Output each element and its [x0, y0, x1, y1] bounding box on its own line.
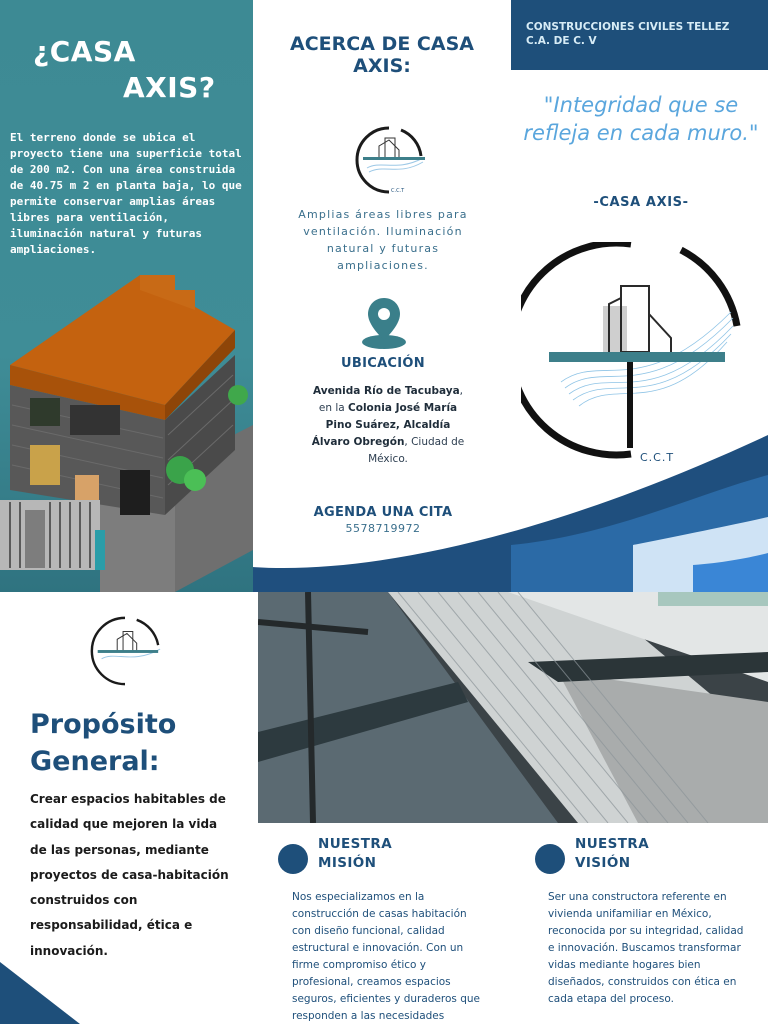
title-line-2: AXIS? — [123, 71, 216, 104]
slogan-quote: "Integridad que se refleja en cada muro." — [523, 93, 759, 145]
project-description: El terreno donde se ubica el proyecto tiene una superficie total de 200 m2. Con una área construida de 40.75 m 2 en planta baja, lo que permite conservar amplias áreas libres para ventilación, iluminación natural y futuras ampliaciones. — [10, 131, 242, 256]
title-line-1: ¿CASA — [33, 35, 136, 68]
about-description: Amplias áreas libres para ventilación. Iluminación natural y futuras ampliaciones. — [298, 208, 468, 272]
address-connector: , en la — [318, 385, 464, 414]
purpose-title-line-2: General: — [30, 746, 160, 777]
wave-decoration — [253, 395, 768, 595]
casa-axis-panel — [0, 0, 253, 592]
architecture-photo — [258, 592, 768, 823]
purpose-text: Crear espacios habitables de calidad que mejoren la vida de las personas, mediante proyectos de casa-habitación construidos con responsabilidad, ética e innovación. — [30, 792, 229, 958]
mission-title-line-2: MISIÓN — [318, 855, 377, 871]
address-city: , Ciudad de México. — [368, 436, 465, 465]
house-rendering — [0, 270, 253, 592]
vision-title-line-1: NUESTRA — [575, 836, 650, 852]
vision-title — [575, 835, 649, 873]
address-street: Avenida Río de Tacubaya — [312, 385, 460, 397]
company-name: CONSTRUCCIONES CIVILES TELLEZ C.A. DE C. V — [526, 21, 730, 47]
mission-text: Nos especializamos en la construcción de casas habitación con diseño funcional, calidad estructural e innovación. Con un firme compromiso ético y profesional, creamos espacios seguros, eficientes y duraderos que responden a las necesidades — [292, 891, 481, 1022]
slogan-signature: -CASA AXIS- — [593, 195, 689, 210]
purpose-panel — [0, 592, 258, 1024]
purpose-title-line-1: Propósito — [30, 709, 177, 740]
phone-number[interactable]: 5578719972 — [345, 522, 421, 535]
company-logo — [349, 120, 429, 200]
mission-section — [258, 823, 513, 1024]
address-colonia: Colonia José María Pino Suárez, Alcaldía Álvaro Obregón — [311, 402, 458, 448]
location-heading: UBICACIÓN — [341, 356, 425, 371]
vision-title-line-2: VISIÓN — [575, 855, 631, 871]
company-logo-mini — [86, 612, 164, 690]
company-header — [511, 0, 768, 70]
mission-bullet-icon — [278, 844, 308, 874]
vision-section — [513, 823, 768, 1024]
mission-title — [318, 835, 392, 873]
logo-small-text: C.C.T — [391, 188, 405, 194]
vision-text: Ser una constructora referente en vivienda unifamiliar en México, reconocida por su integridad, calidad e innovación. Buscamos transformar vidas mediante hogares bien diseñados, construidos con ética en cada etapa del proceso. — [548, 891, 744, 1005]
mission-title-line-1: NUESTRA — [318, 836, 393, 852]
purpose-title — [30, 706, 176, 780]
location-pin-icon — [360, 296, 408, 350]
appointment-heading: AGENDA UNA CITA — [313, 505, 453, 520]
casa-axis-title — [33, 34, 216, 106]
vision-bullet-icon — [535, 844, 565, 874]
about-title: ACERCA DE CASA AXIS: — [290, 33, 474, 77]
corner-decoration — [0, 962, 80, 1024]
logo-initials: C.C.T — [640, 451, 675, 464]
